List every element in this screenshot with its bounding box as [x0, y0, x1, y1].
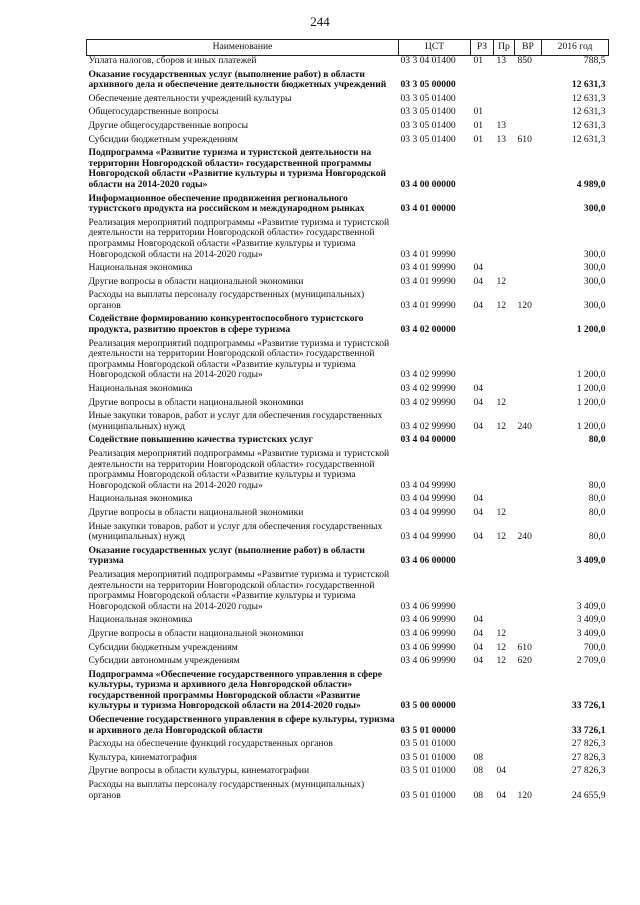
row-amount: 2 709,0	[576, 655, 606, 667]
table-row	[87, 121, 609, 135]
row-rz: 04	[473, 262, 484, 274]
row-rz: 04	[473, 383, 484, 395]
row-cst: 03 4 04 99990	[400, 506, 456, 518]
row-amount: 80,0	[588, 493, 606, 505]
row-name: Реализация мероприятий подпрограммы «Развитие туризма и туристской деятельности на территории Новгородской области» государственной программы Новгородской области «Развитие культуры и туризма Новгородской области на 2014-2020 годы»	[88, 568, 390, 612]
row-rz	[471, 94, 494, 108]
row-pr	[494, 339, 515, 384]
row-amount: 4 989,0	[576, 178, 606, 190]
row-pr	[494, 94, 515, 108]
row-cst: 03 3 05 01400	[400, 119, 456, 131]
row-cst: 03 4 00 00000	[400, 178, 456, 190]
row-amount: 300,0	[583, 275, 606, 287]
row-amount: 12 631,3	[571, 133, 606, 145]
row-vr	[515, 715, 542, 739]
table-row	[87, 398, 609, 412]
row-name: Другие вопросы в области культуры, кинематографии	[88, 765, 310, 777]
row-pr: 12	[496, 420, 507, 432]
row-rz	[471, 218, 494, 263]
row-pr: 12	[496, 299, 507, 311]
row-pr: 12	[496, 641, 507, 653]
row-cst: 03 4 01 99990	[400, 299, 456, 311]
row-cst: 03 5 01 00000	[400, 724, 456, 736]
row-rz	[471, 739, 494, 753]
row-rz: 01	[473, 106, 484, 118]
row-amount: 300,0	[583, 262, 606, 274]
row-cst: 03 5 00 00000	[400, 700, 456, 712]
row-vr	[515, 615, 542, 629]
row-rz	[471, 570, 494, 615]
row-vr	[515, 384, 542, 398]
row-vr	[515, 629, 542, 643]
row-cst: 03 4 01 00000	[400, 203, 456, 215]
row-cst: 03 5 01 01000	[400, 789, 456, 801]
row-pr: 04	[496, 765, 507, 777]
table-row	[87, 263, 609, 277]
row-vr: 850	[517, 55, 532, 66]
row-cst: 03 3 05 00000	[400, 79, 456, 91]
row-rz: 04	[473, 396, 484, 408]
row-amount: 300,0	[583, 248, 606, 260]
row-amount: 24 655,9	[571, 789, 606, 801]
row-rz	[471, 715, 494, 739]
table-row	[87, 780, 609, 804]
row-pr: 13	[496, 133, 507, 145]
table-row	[87, 290, 609, 314]
row-amount: 3 409,0	[576, 600, 606, 612]
row-cst: 03 4 01 99990	[400, 262, 456, 274]
row-vr	[515, 121, 542, 135]
table-row	[87, 148, 609, 193]
row-amount: 12 631,3	[571, 119, 606, 131]
row-pr: 12	[496, 627, 507, 639]
row-pr: 04	[496, 789, 507, 801]
row-vr	[515, 508, 542, 522]
row-cst: 03 4 04 00000	[400, 434, 456, 446]
row-amount: 80,0	[588, 434, 606, 446]
row-pr: 12	[496, 506, 507, 518]
table-row	[87, 546, 609, 570]
row-vr	[515, 107, 542, 121]
table-row	[87, 94, 609, 108]
row-rz	[471, 435, 494, 449]
row-name: Другие вопросы в области национальной экономики	[88, 506, 304, 518]
row-cst: 03 4 06 99990	[400, 627, 456, 639]
row-vr	[515, 398, 542, 412]
row-pr	[494, 615, 515, 629]
row-cst: 03 4 01 99990	[400, 248, 456, 260]
row-rz: 04	[473, 627, 484, 639]
row-pr: 12	[496, 275, 507, 287]
table-row	[87, 384, 609, 398]
row-cst: 03 4 06 00000	[400, 555, 456, 567]
row-cst: 03 4 06 99990	[400, 655, 456, 667]
row-amount: 3 409,0	[576, 555, 606, 567]
row-pr: 13	[496, 119, 507, 131]
table-row	[87, 739, 609, 753]
row-rz	[471, 449, 494, 494]
row-name: Другие общегосударственные вопросы	[88, 119, 249, 131]
row-pr: 13	[496, 55, 507, 66]
row-pr	[494, 314, 515, 338]
row-cst: 03 5 01 01000	[400, 751, 456, 763]
row-vr	[515, 753, 542, 767]
row-name: Реализация мероприятий подпрограммы «Развитие туризма и туристской деятельности на территории Новгородской области» государственной программы Новгородской области «Развитие культуры и туризма Новгородской области на 2014-2020 годы»	[88, 216, 390, 260]
row-pr	[494, 715, 515, 739]
row-vr	[515, 314, 542, 338]
row-rz: 01	[473, 55, 484, 66]
row-name: Субсидии бюджетным учреждениям	[88, 641, 238, 653]
table-row	[87, 615, 609, 629]
table-row	[87, 107, 609, 121]
row-cst: 03 4 01 99990	[400, 275, 456, 287]
row-vr	[515, 194, 542, 218]
row-amount: 1 200,0	[576, 396, 606, 408]
row-cst: 03 4 04 99990	[400, 479, 456, 491]
row-cst: 03 4 02 99990	[400, 383, 456, 395]
row-name: Общегосударственные вопросы	[88, 106, 219, 118]
row-name: Оказание государственных услуг (выполнение работ) в области архивного дела и обеспечение деятельности бюджетных учреждений	[88, 68, 387, 91]
table-row	[87, 218, 609, 263]
table-row	[87, 277, 609, 291]
row-amount: 12 631,3	[571, 106, 606, 118]
row-pr	[494, 148, 515, 193]
table-row	[87, 314, 609, 338]
row-vr	[515, 339, 542, 384]
row-rz	[471, 546, 494, 570]
row-name: Национальная экономика	[88, 493, 193, 505]
row-rz	[471, 670, 494, 715]
row-vr: 610	[517, 641, 532, 653]
row-pr	[494, 70, 515, 94]
row-pr: 12	[496, 396, 507, 408]
row-pr	[494, 449, 515, 494]
row-vr: 620	[517, 655, 532, 667]
row-cst: 03 4 06 99990	[400, 614, 456, 626]
row-rz: 04	[473, 506, 484, 518]
row-vr: 240	[517, 420, 532, 432]
row-rz: 08	[473, 751, 484, 763]
header-rz: РЗ	[471, 40, 494, 56]
row-vr: 120	[517, 789, 532, 801]
row-vr	[515, 766, 542, 780]
row-name: Субсидии бюджетным учреждениям	[88, 133, 238, 145]
table-row	[87, 656, 609, 670]
row-cst: 03 5 01 01000	[400, 765, 456, 777]
page-number: 244	[310, 14, 330, 29]
row-pr	[494, 435, 515, 449]
row-cst: 03 3 05 01400	[400, 92, 456, 104]
row-vr: 240	[517, 531, 532, 543]
row-name: Реализация мероприятий подпрограммы «Развитие туризма и туристской деятельности на территории Новгородской области» государственной программы Новгородской области «Развитие культуры и туризма Новгородской области на 2014-2020 годы»	[88, 337, 390, 381]
row-rz	[471, 314, 494, 338]
row-rz: 01	[473, 133, 484, 145]
row-amount: 3 409,0	[576, 627, 606, 639]
row-cst: 03 3 04 01400	[400, 55, 456, 66]
row-name: Другие вопросы в области национальной экономики	[88, 627, 304, 639]
row-vr	[515, 739, 542, 753]
row-pr	[494, 263, 515, 277]
row-vr	[515, 570, 542, 615]
row-rz: 04	[473, 420, 484, 432]
table-body	[87, 56, 609, 805]
row-name: Национальная экономика	[88, 262, 193, 274]
table-row	[87, 494, 609, 508]
row-amount: 80,0	[588, 506, 606, 518]
row-rz	[471, 148, 494, 193]
row-pr	[494, 494, 515, 508]
row-name: Подпрограмма «Обеспечение государственного управления в сфере культуры, туризма и архивного дела Новгородской области» государственной программы Новгородской области «Развитие культуры и туризма Новгородской области на 2014-2020 годы»	[88, 668, 382, 712]
row-name: Субсидии автономным учреждениям	[88, 655, 240, 667]
table-row	[87, 570, 609, 615]
header-year: 2016 год	[542, 40, 609, 56]
row-rz: 04	[473, 614, 484, 626]
row-pr	[494, 218, 515, 263]
row-vr	[515, 218, 542, 263]
row-pr	[494, 753, 515, 767]
row-cst: 03 4 04 99990	[400, 493, 456, 505]
table-row	[87, 411, 609, 435]
row-rz: 04	[473, 275, 484, 287]
row-name: Иные закупки товаров, работ и услуг для обеспечения государственных (муниципальных) нужд	[88, 410, 383, 432]
row-rz: 04	[473, 531, 484, 543]
table-row	[87, 766, 609, 780]
table-row	[87, 135, 609, 149]
row-amount: 12 631,3	[571, 92, 606, 104]
row-amount: 80,0	[588, 531, 606, 543]
row-rz	[471, 70, 494, 94]
table-row	[87, 670, 609, 715]
row-amount: 788,5	[583, 55, 606, 66]
row-cst: 03 4 02 00000	[400, 324, 456, 336]
table-row	[87, 753, 609, 767]
row-rz	[471, 194, 494, 218]
row-name: Обеспечение деятельности учреждений культуры	[88, 92, 292, 104]
row-name: Другие вопросы в области национальной экономики	[88, 275, 304, 287]
header-vr: ВР	[515, 40, 542, 56]
row-amount: 300,0	[583, 299, 606, 311]
row-rz: 01	[473, 119, 484, 131]
row-cst: 03 3 05 01400	[400, 133, 456, 145]
row-amount: 1 200,0	[576, 369, 606, 381]
header-name: Наименование	[87, 40, 399, 56]
row-cst: 03 4 02 99990	[400, 369, 456, 381]
row-pr	[494, 546, 515, 570]
row-pr	[494, 194, 515, 218]
row-pr: 12	[496, 655, 507, 667]
row-amount: 700,0	[583, 641, 606, 653]
row-name: Оказание государственных услуг (выполнение работ) в области туризма	[88, 544, 365, 567]
row-name: Реализация мероприятий подпрограммы «Развитие туризма и туристской деятельности на территории Новгородской области» государственной программы Новгородской области «Развитие культуры и туризма Новгородской области на 2014-2020 годы»	[88, 448, 390, 491]
row-rz	[471, 339, 494, 384]
table-row	[87, 643, 609, 657]
row-cst: 03 5 01 01000	[400, 738, 456, 750]
row-name: Культура, кинематография	[88, 751, 197, 763]
table-row	[87, 194, 609, 218]
row-rz: 04	[473, 493, 484, 505]
row-pr	[494, 107, 515, 121]
budget-table	[86, 39, 609, 804]
table-row	[87, 629, 609, 643]
row-vr: 120	[517, 299, 532, 311]
table-row	[87, 449, 609, 494]
table-row	[87, 56, 609, 70]
row-name: Национальная экономика	[88, 614, 193, 626]
table-row	[87, 522, 609, 546]
row-vr	[515, 94, 542, 108]
row-vr	[515, 546, 542, 570]
row-cst: 03 4 02 99990	[400, 396, 456, 408]
table-row	[87, 435, 609, 449]
row-amount: 33 726,1	[571, 724, 606, 736]
table-row	[87, 508, 609, 522]
row-amount: 1 200,0	[576, 324, 606, 336]
row-amount: 3 409,0	[576, 614, 606, 626]
table-header	[87, 40, 609, 56]
row-name: Расходы на обеспечение функций государственных органов	[88, 738, 333, 750]
row-vr	[515, 263, 542, 277]
row-vr: 610	[517, 133, 532, 145]
row-amount: 33 726,1	[571, 700, 606, 712]
row-amount: 27 826,3	[571, 738, 606, 750]
row-pr: 12	[496, 531, 507, 543]
row-rz: 04	[473, 299, 484, 311]
row-vr	[515, 148, 542, 193]
header-pr: Пр	[494, 40, 515, 56]
row-name: Уплата налогов, сборов и иных платежей	[88, 55, 257, 66]
row-vr	[515, 449, 542, 494]
row-amount: 27 826,3	[571, 765, 606, 777]
row-name: Информационное обеспечение продвижения регионального туристского продукта на российском и международном рынках	[88, 192, 365, 215]
row-vr	[515, 277, 542, 291]
row-rz: 04	[473, 641, 484, 653]
row-vr	[515, 494, 542, 508]
row-amount: 1 200,0	[576, 420, 606, 432]
row-pr	[494, 670, 515, 715]
table-row	[87, 339, 609, 384]
row-amount: 1 200,0	[576, 383, 606, 395]
row-pr	[494, 739, 515, 753]
row-pr	[494, 384, 515, 398]
row-rz: 08	[473, 765, 484, 777]
row-name: Иные закупки товаров, работ и услуг для обеспечения государственных (муниципальных) нужд	[88, 520, 383, 543]
table-row	[87, 715, 609, 739]
row-name: Расходы на выплаты персоналу государственных (муниципальных) органов	[88, 779, 365, 801]
row-amount: 27 826,3	[571, 751, 606, 763]
row-pr	[494, 570, 515, 615]
row-name: Содействие формированию конкурентоспособного туристского продукта, развитию проектов в сфере туризма	[88, 313, 364, 336]
row-name: Национальная экономика	[88, 383, 193, 395]
row-amount: 300,0	[583, 203, 606, 215]
row-rz: 08	[473, 789, 484, 801]
header-cst: ЦСТ	[399, 40, 471, 56]
row-name: Расходы на выплаты персоналу государственных (муниципальных) органов	[88, 289, 365, 311]
row-rz: 04	[473, 655, 484, 667]
row-cst: 03 3 05 01400	[400, 106, 456, 118]
row-amount: 80,0	[588, 479, 606, 491]
row-name: Содействие повышению качества туристских услуг	[88, 434, 313, 446]
row-cst: 03 4 04 99990	[400, 531, 456, 543]
row-name: Другие вопросы в области национальной экономики	[88, 396, 304, 408]
row-cst: 03 4 02 99990	[400, 420, 456, 432]
row-name: Подпрограмма «Развитие туризма и туристской деятельности на территории Новгородской области» государственной программы Новгородской области «Развитие культуры и туризма Новгородской области на 2014-2020 годы»	[88, 147, 387, 190]
row-vr	[515, 435, 542, 449]
table-row	[87, 70, 609, 94]
row-vr	[515, 70, 542, 94]
row-amount: 12 631,3	[571, 79, 606, 91]
row-vr	[515, 670, 542, 715]
row-name: Обеспечение государственного управления в сфере культуры, туризма и архивного дела Новгородской области	[88, 714, 395, 736]
row-cst: 03 4 06 99990	[400, 641, 456, 653]
row-cst: 03 4 06 99990	[400, 600, 456, 612]
